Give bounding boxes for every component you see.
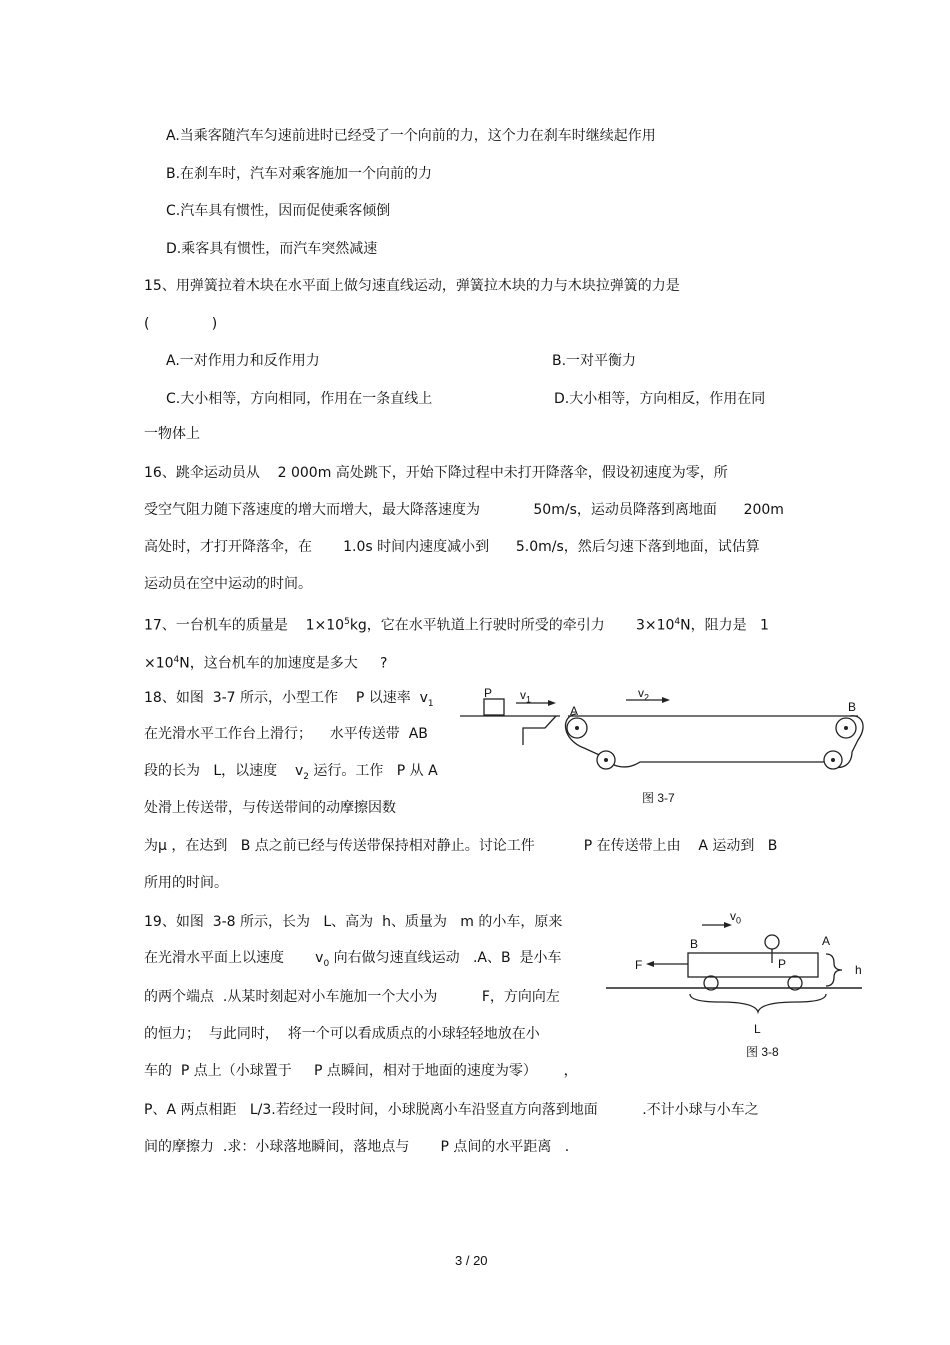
q17-line-1: 17、一台机车的质量是 $1\times 10^5kg$，它在水平轨道上行驶时所受的牵引力 $3\times 10^4N$，阻力是 1 (144, 617, 769, 634)
fig37-label-b: B (848, 700, 857, 714)
q18-line-4: 处滑上传送带，与传送带间的动摩擦因数 (144, 800, 396, 816)
q15-option-a: A.一对作用力和反作用力 (166, 353, 320, 369)
q17-line-2: $\times 10^4N$，这台机车的加速度是多大 ? (144, 655, 388, 672)
q18-line-1: 18、如图 3-7 所示，小型工作 P 以速率 $v_1$ (144, 690, 434, 709)
q19-line-2: 在光滑水平面上以速度 $v_0$ 向右做匀速直线运动 .A、B 是小车 (144, 950, 562, 969)
q18-line-5: 为μ ，在达到 B 点之前已经与传送带保持相对静止。讨论工件 P 在传送带上由 A 运动到 B (144, 838, 778, 854)
q15-option-d: D.大小相等，方向相反，作用在同 (554, 391, 766, 407)
q14-option-b: B.在刹车时，汽车对乘客施加一个向前的力 (166, 166, 433, 182)
q14-option-d: D.乘客具有惯性，而汽车突然减速 (166, 241, 378, 257)
page-number: 3 / 20 (455, 1253, 488, 1268)
q15-answer-paren: ( ) (144, 316, 218, 332)
fig38-label-b: B (690, 937, 699, 951)
fig37-label-v1: $v_1$ (520, 688, 532, 705)
q16-line-3: 高处时，才打开降落伞，在 1.0s 时间内速度减小到 5.0m/s，然后匀速下落到地面，试估算 (144, 539, 760, 555)
q19-line-4: 的恒力； 与此同时， 将一个可以看成质点的小球轻轻地放在小 (144, 1026, 540, 1042)
fig38-label-l: L (754, 1022, 761, 1036)
q16-line-1: 16、跳伞运动员从 2 000m 高处跳下，开始下降过程中未打开降落伞，假设初速度为零，所 (144, 465, 728, 481)
q18-line-2: 在光滑水平工作台上滑行； 水平传送带 AB (144, 726, 428, 742)
fig38-label-h: h (855, 963, 862, 977)
q15-stem: 15、用弹簧拉着木块在水平面上做匀速直线运动，弹簧拉木块的力与木块拉弹簧的力是 (144, 278, 680, 294)
q15-option-b: B.一对平衡力 (552, 353, 637, 369)
q15-option-d-continued: 一物体上 (144, 426, 200, 442)
q14-option-c: C.汽车具有惯性，因而促使乘客倾倒 (166, 203, 391, 219)
q16-line-4: 运动员在空中运动的时间。 (144, 576, 312, 592)
q19-line-6: P、A 两点相距 L/3.若经过一段时间，小球脱离小车沿竖直方向落到地面 .不计小球与小车之 (144, 1102, 759, 1118)
q19-line-1: 19、如图 3-8 所示，长为 L、高为 h、质量为 m 的小车，原来 (144, 914, 563, 930)
fig38-caption: 图 3-8 (746, 1045, 779, 1059)
fig37-label-v2: $v_2$ (638, 686, 650, 703)
fig38-label-f: F (635, 958, 643, 972)
q18-line-6: 所用的时间。 (144, 875, 228, 891)
fig37-label-p: P (484, 686, 493, 700)
q16-line-2: 受空气阻力随下落速度的增大而增大，最大降落速度为 50m/s，运动员降落到离地面 200m (144, 502, 784, 518)
fig38-label-a: A (822, 934, 831, 948)
fig37-label-a: A (570, 704, 579, 718)
q18-line-3: 段的长为 L，以速度 $v_2$ 运行。工作 P 从 A (144, 763, 438, 782)
fig38-label-p: P (778, 957, 787, 971)
q14-option-a: A.当乘客随汽车匀速前进时已经受了一个向前的力，这个力在刹车时继续起作用 (166, 128, 656, 144)
fig38-label-v0: $v_0$ (730, 909, 742, 926)
q15-option-c: C.大小相等，方向相同，作用在一条直线上 (166, 391, 433, 407)
fig37-caption: 图 3-7 (642, 791, 675, 805)
q19-line-3: 的两个端点 .从某时刻起对小车施加一个大小为 F，方向向左 (144, 989, 560, 1005)
q19-line-5: 车的 P 点上（小球置于 P 点瞬间，相对于地面的速度为零） ， (144, 1063, 578, 1079)
q19-line-7: 间的摩擦力 .求：小球落地瞬间，落地点与 P 点间的水平距离 . (144, 1139, 570, 1155)
